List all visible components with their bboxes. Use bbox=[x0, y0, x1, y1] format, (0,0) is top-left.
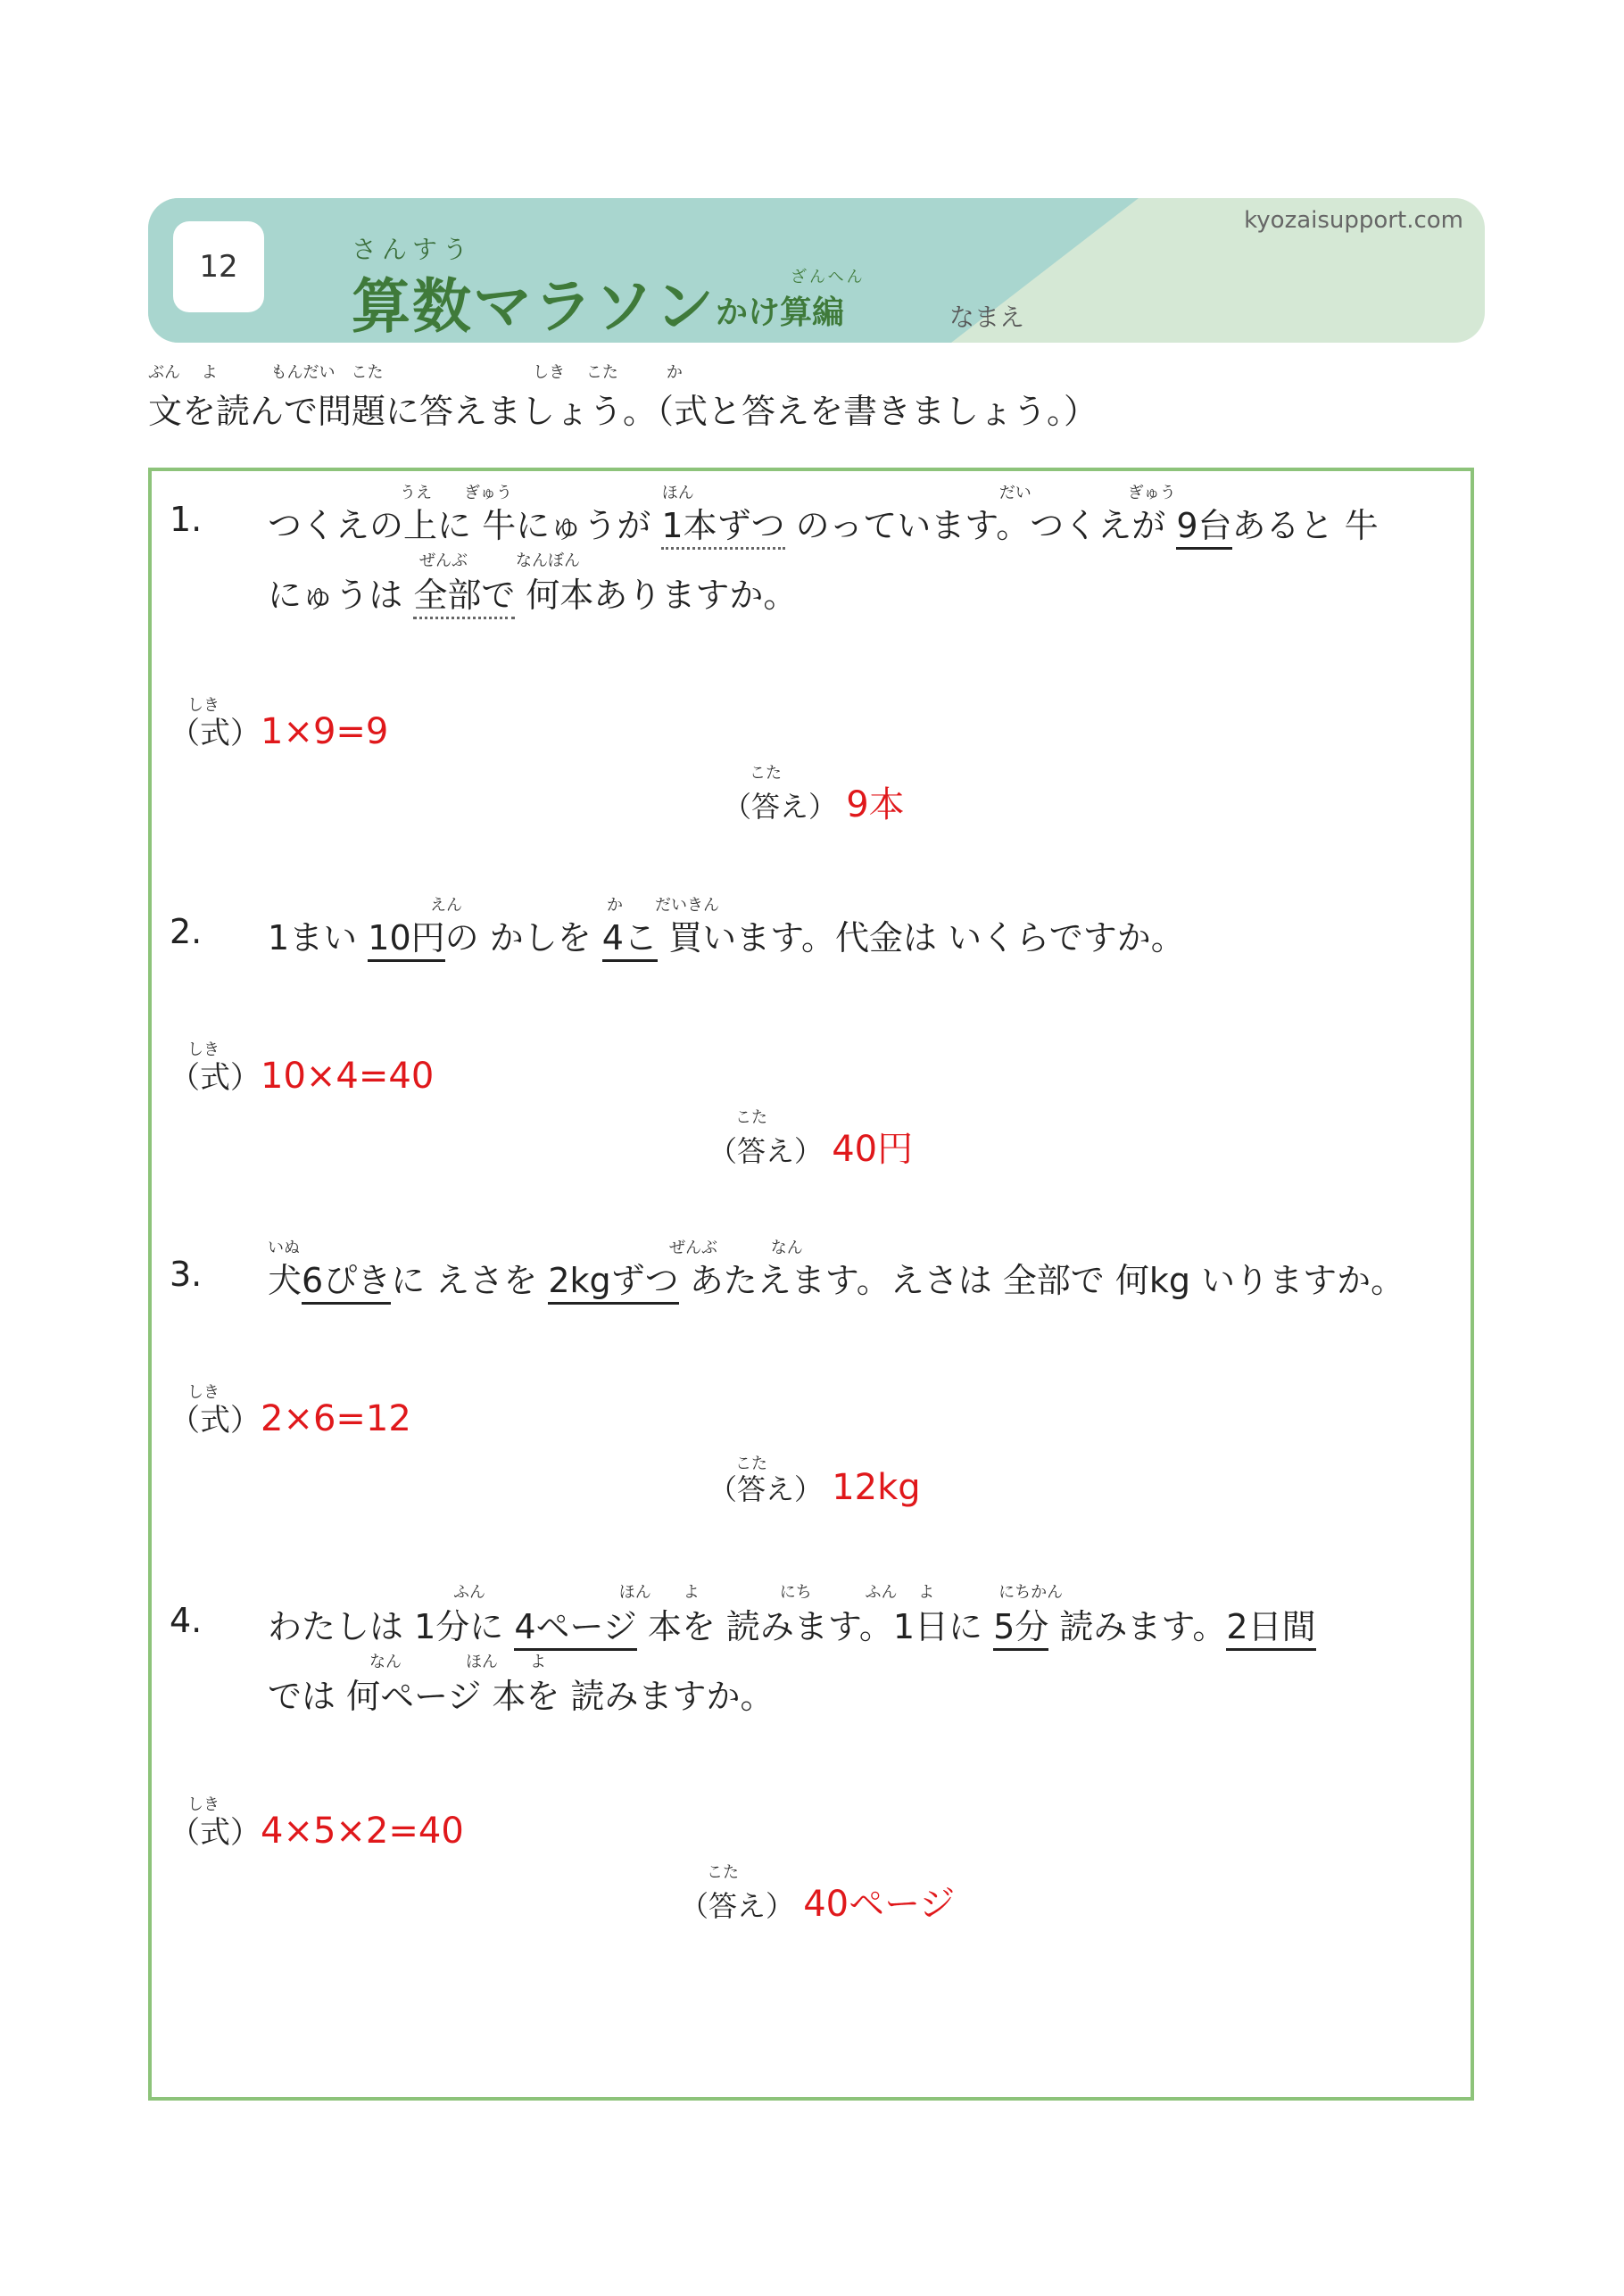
worksheet-number: 12 bbox=[173, 221, 264, 312]
shiki-ruby: しき bbox=[187, 1795, 220, 1814]
site-url: kyozaisupport.com bbox=[1244, 207, 1463, 234]
question-text-line: では 何ページ 本を 読みますか。 bbox=[268, 1677, 775, 1716]
header-banner bbox=[148, 198, 1485, 343]
formula-answer: 1×9=9 bbox=[261, 711, 389, 752]
key-number: 4こ bbox=[602, 918, 658, 962]
question-ruby: いぬ ぜんぶ なん bbox=[268, 1239, 803, 1257]
question-number: 4. bbox=[170, 1601, 203, 1640]
key-number: 4ページ bbox=[514, 1607, 636, 1651]
final-answer: 40円 bbox=[832, 1129, 914, 1170]
key-number: 6ぴき bbox=[302, 1261, 391, 1305]
shiki-ruby: しき bbox=[187, 696, 220, 715]
answer-row: （答え） 9本 bbox=[723, 784, 905, 825]
formula-answer: 10×4=40 bbox=[261, 1056, 435, 1097]
question-number: 2. bbox=[170, 912, 203, 951]
question-text-line: にゅうは 全部で 何本ありますか。 bbox=[268, 568, 797, 617]
key-number: 2日間 bbox=[1226, 1607, 1315, 1651]
formula-row: （式）4×5×2=40 bbox=[170, 1811, 464, 1852]
page-title: 算数マラソン bbox=[352, 272, 716, 341]
answer-row: （答え） 12kg bbox=[708, 1467, 921, 1508]
page-subtitle: かけ算編 bbox=[716, 294, 845, 331]
formula-row: （式）2×6=12 bbox=[170, 1398, 411, 1439]
key-number: 5分 bbox=[993, 1607, 1048, 1651]
question-text-line: つくえの上に 牛にゅうが 1本ずつ のっています。つくえが 9台あると 牛 bbox=[268, 498, 1379, 547]
question-ruby: えん か だいきん bbox=[430, 896, 719, 915]
answer-row: （答え） 40ページ bbox=[680, 1884, 956, 1925]
instruction-text: 文を読んで問題に答えましょう。（式と答えを書きましょう。） bbox=[148, 392, 1098, 431]
final-answer: 9本 bbox=[846, 784, 905, 825]
formula-row: （式）1×9=9 bbox=[170, 711, 389, 752]
shiki-ruby: しき bbox=[187, 1383, 220, 1402]
question-ruby: うえ ぎゅう ほん だい ぎゅう bbox=[400, 484, 1176, 502]
answer-row: （答え） 40円 bbox=[708, 1129, 914, 1170]
key-number: 9台 bbox=[1176, 506, 1231, 550]
kotae-ruby: こた bbox=[707, 1863, 739, 1882]
subtitle-ruby: ざんへん bbox=[791, 268, 866, 286]
question-text-line: 犬6ぴきに えさを 2kgずつ あたえます。えさは 全部で 何kg いりますか。 bbox=[268, 1253, 1404, 1302]
formula-answer: 4×5×2=40 bbox=[261, 1811, 464, 1852]
question-text-line: 1まい 10円の かしを 4こ 買います。代金は いくらですか。 bbox=[268, 910, 1185, 959]
formula-answer: 2×6=12 bbox=[261, 1398, 411, 1439]
question-text-line: わたしは 1分に 4ページ 本を 読みます。1日に 5分 読みます。2日間 bbox=[268, 1599, 1316, 1648]
kotae-ruby: こた bbox=[750, 764, 782, 783]
shiki-ruby: しき bbox=[187, 1040, 220, 1059]
final-answer: 40ページ bbox=[803, 1884, 956, 1925]
question-ruby: ぜんぶ なんぼん bbox=[419, 551, 580, 570]
title-ruby: さんすう bbox=[352, 235, 474, 264]
question-number: 3. bbox=[170, 1255, 203, 1294]
key-phrase: 全部で bbox=[413, 576, 515, 619]
final-answer: 12kg bbox=[832, 1467, 921, 1508]
key-phrase: 1本ずつ bbox=[661, 506, 784, 550]
name-label: なまえ bbox=[949, 303, 1025, 332]
question-ruby: ふん ほん よ にち ふん よ にちかん bbox=[453, 1583, 1064, 1602]
key-number: 10円 bbox=[368, 918, 444, 962]
formula-row: （式）10×4=40 bbox=[170, 1056, 435, 1097]
instruction-ruby: ぶん よ もんだい こた しき こた か bbox=[148, 363, 683, 382]
kotae-ruby: こた bbox=[735, 1455, 767, 1473]
kotae-ruby: こた bbox=[735, 1108, 767, 1127]
question-ruby: なん ほん よ bbox=[369, 1653, 546, 1671]
question-number: 1. bbox=[170, 500, 203, 539]
key-number: 2kgずつ bbox=[548, 1261, 678, 1305]
